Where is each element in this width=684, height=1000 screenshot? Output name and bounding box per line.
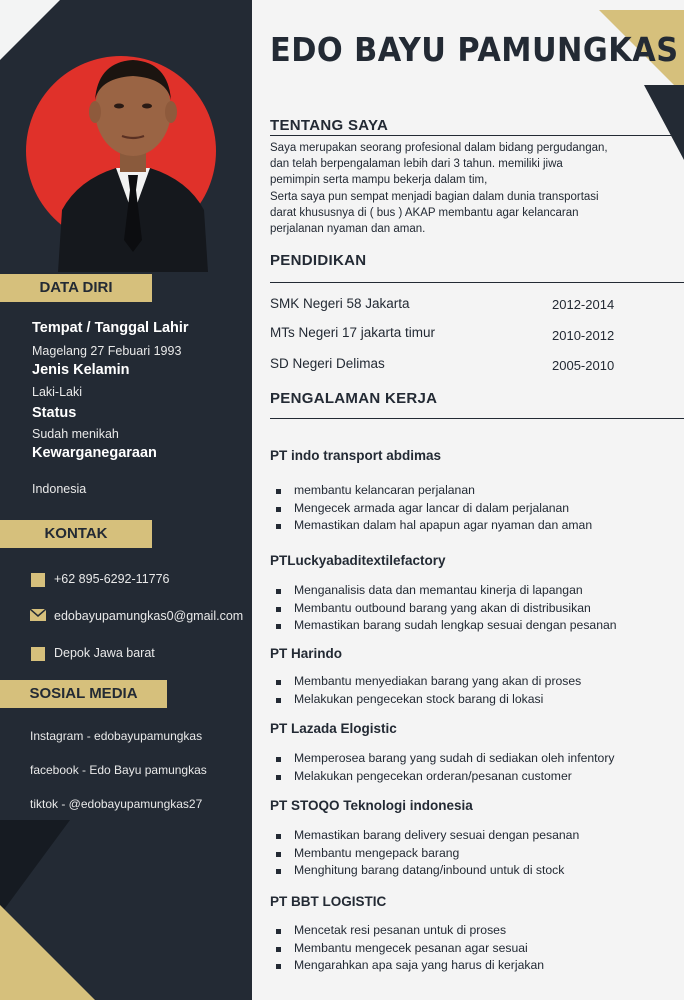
job-task: Mengecek armada agar lancar di dalam perjalanan	[276, 500, 592, 518]
main-content	[252, 0, 684, 1000]
corner-decoration	[0, 0, 60, 60]
job-task: Memastikan barang delivery sesuai dengan pesanan	[276, 827, 579, 845]
job-task: Menganalisis data dan memantau kinerja di lapangan	[276, 582, 617, 600]
about-heading: TENTANG SAYA	[270, 117, 389, 134]
job-task: membantu kelancaran perjalanan	[276, 482, 592, 500]
job-task: Menghitung barang datang/inbound untuk di stock	[276, 862, 579, 880]
job-task: Membantu menyediakan barang yang akan di proses	[276, 673, 581, 691]
experience-heading: PENGALAMAN KERJA	[270, 390, 438, 407]
job-task: Memastikan barang sudah lengkap sesuai dengan pesanan	[276, 617, 617, 635]
experience-divider	[270, 418, 684, 419]
full-name: EDO BAYU PAMUNGKAS	[270, 30, 679, 69]
job-task: Mencetak resi pesanan untuk di proses	[276, 922, 544, 940]
profile-photo	[58, 40, 208, 272]
tiktok-handle: tiktok - @edobayupamungkas27	[30, 797, 203, 811]
phone-number: +62 895-6292-11776	[54, 572, 170, 586]
kontak-heading: KONTAK	[0, 520, 152, 548]
about-line: Saya merupakan seorang profesional dalam bidang pergudangan,	[270, 142, 608, 154]
job-tasks	[276, 750, 614, 785]
about-divider	[270, 135, 684, 136]
job-task: Melakukan pengecekan orderan/pesanan customer	[276, 768, 614, 786]
education-years: 2010-2012	[552, 328, 615, 343]
corner-decoration-dark	[0, 820, 70, 915]
social-media-heading: SOSIAL MEDIA	[0, 680, 167, 708]
education-school: MTs Negeri 17 jakarta timur	[270, 325, 436, 340]
status-label: Status	[32, 405, 77, 421]
education-years: 2005-2010	[552, 358, 615, 373]
job-tasks	[276, 582, 617, 635]
about-line: pemimpin serta mampu bekerja dalam tim,	[270, 174, 488, 187]
education-heading: PENDIDIKAN	[270, 252, 367, 269]
birth-label: Tempat / Tanggal Lahir	[32, 320, 189, 336]
instagram-handle: Instagram - edobayupamungkas	[30, 729, 203, 743]
status-value: Sudah menikah	[32, 427, 119, 441]
about-text	[270, 140, 674, 237]
job-task: Melakukan pengecekan stock barang di lokasi	[276, 691, 581, 709]
birth-value: Magelang 27 Febuari 1993	[32, 344, 182, 358]
email-icon	[30, 609, 46, 621]
education-school: SD Negeri Delimas	[270, 356, 385, 371]
phone-icon	[31, 573, 45, 587]
job-task: Mengarahkan apa saja yang harus di kerjakan	[276, 957, 544, 975]
job-task: Memperosea barang yang sudah di sediakan oleh infentory	[276, 750, 614, 768]
education-years: 2012-2014	[552, 297, 615, 312]
education-school: SMK Negeri 58 Jakarta	[270, 296, 410, 311]
job-company: PT BBT LOGISTIC	[270, 894, 387, 909]
job-tasks	[276, 482, 592, 535]
job-company: PTLuckyabaditextilefactory	[270, 553, 446, 568]
job-tasks	[276, 922, 544, 975]
gender-value: Laki-Laki	[32, 385, 83, 399]
job-tasks	[276, 827, 579, 880]
facebook-handle: facebook - Edo Bayu pamungkas	[30, 763, 207, 777]
sidebar	[0, 0, 252, 1000]
job-task: Membantu outbound barang yang akan di distribusikan	[276, 600, 617, 618]
job-tasks	[276, 673, 581, 708]
about-line: perjalanan nyaman dan aman.	[270, 223, 426, 236]
corner-decoration-gold	[0, 905, 95, 1000]
job-company: PT Lazada Elogistic	[270, 721, 397, 736]
data-diri-heading: DATA DIRI	[0, 274, 152, 302]
job-company: PT indo transport abdimas	[270, 448, 442, 463]
address-icon	[31, 647, 45, 661]
nationality-value: Indonesia	[32, 482, 87, 496]
job-company: PT STOQO Teknologi indonesia	[270, 798, 473, 813]
email-address: edobayupamungkas0@gmail.com	[54, 609, 244, 623]
job-task: Memastikan dalam hal apapun agar nyaman dan aman	[276, 517, 592, 535]
about-line: dan telah berpengalaman lebih dari 3 tahun. memiliki jiwa	[270, 158, 563, 171]
nationality-label: Kewarganegaraan	[32, 445, 157, 461]
address: Depok Jawa barat	[54, 646, 155, 660]
job-task: Membantu mengepack barang	[276, 845, 579, 863]
job-task: Membantu mengecek pesanan agar sesuai	[276, 940, 544, 958]
gender-label: Jenis Kelamin	[32, 362, 130, 378]
education-divider	[270, 282, 684, 283]
job-company: PT Harindo	[270, 646, 343, 661]
about-line: Serta saya pun sempat menjadi bagian dalam dunia transportasi	[270, 190, 599, 203]
about-line: darat khususnya di ( bus ) AKAP membantu agar kelancaran	[270, 206, 579, 219]
